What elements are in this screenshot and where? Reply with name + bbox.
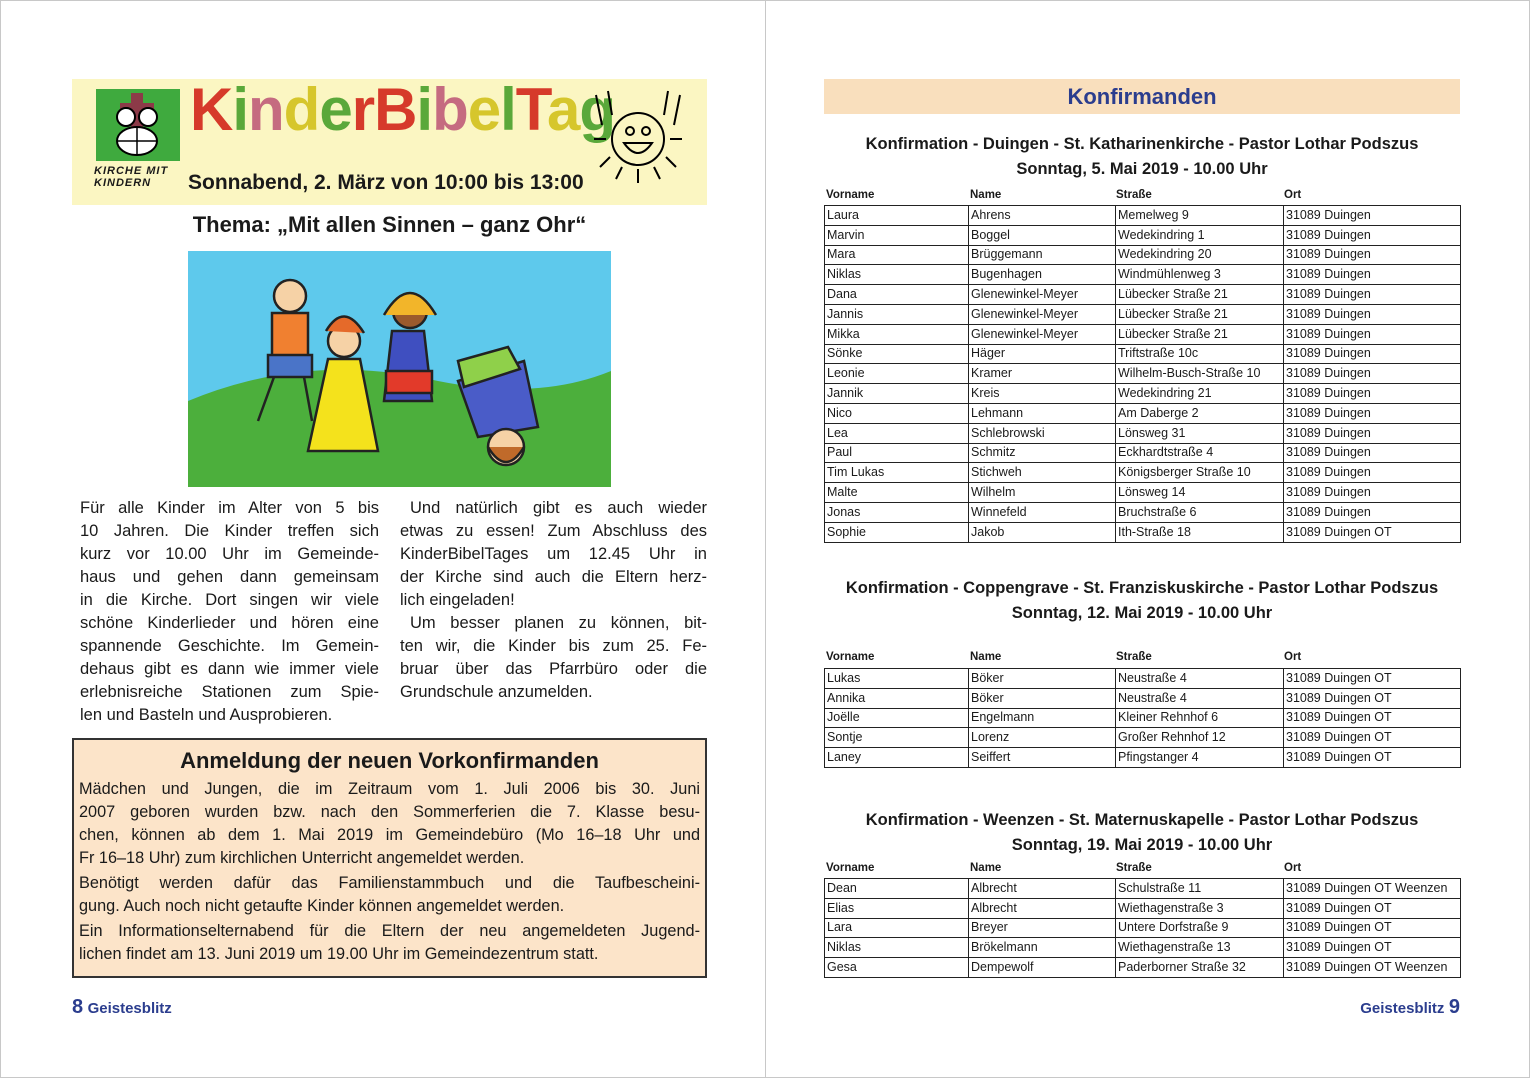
table-cell: Kleiner Rehnhof 6 <box>1116 708 1284 728</box>
table-cell: Großer Rehnhof 12 <box>1116 728 1284 748</box>
table-row <box>825 245 1461 265</box>
event-date: Sonnabend, 2. März von 10:00 bis 13:00 <box>188 171 584 194</box>
table-row <box>825 898 1461 918</box>
smiling-sun-icon <box>592 85 684 185</box>
confirmands-table <box>824 878 1461 978</box>
table-cell: 31089 Duingen OT Weenzen <box>1284 958 1461 978</box>
text-line: Grundschule anzumelden. <box>400 683 593 701</box>
table-cell: 31089 Duingen <box>1284 265 1461 285</box>
table-cell: Lübecker Straße 21 <box>1116 285 1284 305</box>
table-row <box>825 879 1461 899</box>
table-cell: Lea <box>825 423 969 443</box>
column-header: Straße <box>1116 862 1152 874</box>
column-header: Straße <box>1116 189 1152 201</box>
table-cell: Glenewinkel-Meyer <box>969 324 1116 344</box>
title-letter: g <box>579 76 616 143</box>
page-number: 8 <box>72 996 84 1018</box>
table-row <box>825 304 1461 324</box>
paragraph <box>79 778 700 870</box>
table-cell: 31089 Duingen <box>1284 304 1461 324</box>
text-line: 10 Jahren. Die Kinder treffen sich <box>80 522 379 540</box>
table-cell: Dempewolf <box>969 958 1116 978</box>
table-cell: Neustraße 4 <box>1116 688 1284 708</box>
table-cell: 31089 Duingen OT <box>1284 688 1461 708</box>
intro-text-column-2 <box>400 497 707 704</box>
table-cell: 31089 Duingen <box>1284 324 1461 344</box>
table-cell: Breyer <box>969 918 1116 938</box>
box-title: Anmeldung der neuen Vorkonfirmanden <box>180 748 599 773</box>
column-header: Ort <box>1284 862 1302 874</box>
table-cell: Brökelmann <box>969 938 1116 958</box>
table-cell: Schulstraße 11 <box>1116 879 1284 899</box>
section-date: Sonntag, 12. Mai 2019 - 10.00 Uhr <box>1011 604 1273 622</box>
table-row <box>825 748 1461 768</box>
table-cell: Wedekindring 20 <box>1116 245 1284 265</box>
table-row <box>825 324 1461 344</box>
confirmands-table <box>824 668 1461 768</box>
table-cell: Sophie <box>825 522 969 542</box>
title-letter: b <box>432 76 468 143</box>
table-cell: Windmühlenweg 3 <box>1116 265 1284 285</box>
table-cell: Wilhelm-Busch-Straße 10 <box>1116 364 1284 384</box>
section-date: Sonntag, 19. Mai 2019 - 10.00 Uhr <box>1011 836 1273 854</box>
text-line: schöne Kinderlieder und hören eine <box>80 614 379 632</box>
table-cell: Ahrens <box>969 206 1116 226</box>
table-cell: 31089 Duingen <box>1284 384 1461 404</box>
column-header: Name <box>970 651 1002 663</box>
text-line: etwas zu essen! Zum Abschluss des <box>400 522 707 540</box>
column-header: Ort <box>1284 651 1302 663</box>
column-header: Name <box>970 862 1002 874</box>
table-cell: Marvin <box>825 225 969 245</box>
table-header <box>826 651 1460 665</box>
table-cell: Paderborner Straße 32 <box>1116 958 1284 978</box>
column-header: Ort <box>1284 189 1302 201</box>
table-header <box>826 189 1460 203</box>
text-line: KinderBibelTages um 12.45 Uhr in <box>400 545 707 563</box>
table-cell: Lukas <box>825 669 969 689</box>
table-row <box>825 688 1461 708</box>
table-cell: Kramer <box>969 364 1116 384</box>
table-row <box>825 463 1461 483</box>
table-cell: Böker <box>969 688 1116 708</box>
table-cell: Memelweg 9 <box>1116 206 1284 226</box>
table-row <box>825 502 1461 522</box>
table-cell: Albrecht <box>969 879 1116 899</box>
table-cell: Königsberger Straße 10 <box>1116 463 1284 483</box>
table-cell: Lönsweg 14 <box>1116 483 1284 503</box>
table-cell: Mikka <box>825 324 969 344</box>
table-cell: 31089 Duingen <box>1284 364 1461 384</box>
table-cell: Eckhardtstraße 4 <box>1116 443 1284 463</box>
table-cell: 31089 Duingen OT Weenzen <box>1284 879 1461 899</box>
table-cell: Sönke <box>825 344 969 364</box>
table-cell: 31089 Duingen <box>1284 423 1461 443</box>
table-row <box>825 522 1461 542</box>
page-title: Konfirmanden <box>824 79 1460 114</box>
title-letter: T <box>515 76 547 143</box>
table-cell: Winnefeld <box>969 502 1116 522</box>
table-cell: 31089 Duingen <box>1284 463 1461 483</box>
text-line: Und natürlich gibt es auch wieder <box>410 499 707 517</box>
table-cell: Mara <box>825 245 969 265</box>
table-cell: 31089 Duingen OT <box>1284 938 1461 958</box>
table-cell: 31089 Duingen <box>1284 483 1461 503</box>
title-letter: e <box>319 76 352 143</box>
magazine-name: Geistesblitz <box>87 1000 172 1017</box>
table-row <box>825 384 1461 404</box>
table-cell: Nico <box>825 403 969 423</box>
column-header: Name <box>970 189 1002 201</box>
table-row <box>825 206 1461 226</box>
table-cell: Paul <box>825 443 969 463</box>
table-cell: Sontje <box>825 728 969 748</box>
table-row <box>825 403 1461 423</box>
table-row <box>825 669 1461 689</box>
table-cell: 31089 Duingen <box>1284 443 1461 463</box>
box-body <box>79 778 700 968</box>
right-page-footer <box>1360 996 1460 1019</box>
table-cell: Annika <box>825 688 969 708</box>
table-cell: Wilhelm <box>969 483 1116 503</box>
table-cell: Lara <box>825 918 969 938</box>
table-cell: Stichweh <box>969 463 1116 483</box>
table-cell: Elias <box>825 898 969 918</box>
table-cell: Schlebrowski <box>969 423 1116 443</box>
confirmands-table <box>824 205 1461 543</box>
table-row <box>825 265 1461 285</box>
table-cell: Laney <box>825 748 969 768</box>
table-cell: Jakob <box>969 522 1116 542</box>
table-cell: Lönsweg 31 <box>1116 423 1284 443</box>
table-cell: Gesa <box>825 958 969 978</box>
table-cell: Schmitz <box>969 443 1116 463</box>
table-cell: 31089 Duingen <box>1284 502 1461 522</box>
table-cell: 31089 Duingen OT <box>1284 728 1461 748</box>
table-cell: Pfingstanger 4 <box>1116 748 1284 768</box>
table-cell: 31089 Duingen OT <box>1284 522 1461 542</box>
table-cell: Bugenhagen <box>969 265 1116 285</box>
text-line: der Kirche sind auch die Eltern herz- <box>400 568 707 586</box>
paragraph <box>79 920 700 966</box>
table-row <box>825 708 1461 728</box>
table-cell: Ith-Straße 18 <box>1116 522 1284 542</box>
title-letter: i <box>232 76 249 143</box>
kinderbibeltag-title <box>190 75 615 144</box>
text-line: Für alle Kinder im Alter von 5 bis <box>80 499 379 517</box>
table-row <box>825 443 1461 463</box>
table-cell: Untere Dorfstraße 9 <box>1116 918 1284 938</box>
table-cell: Niklas <box>825 938 969 958</box>
paragraph <box>400 497 707 612</box>
children-playing-illustration <box>188 251 611 487</box>
text-line: Fr 16–18 Uhr) zum kirchlichen Unterricht angemeldet werden. <box>79 849 525 867</box>
table-cell: Lübecker Straße 21 <box>1116 304 1284 324</box>
vorkonfirmanden-registration-box <box>72 738 707 978</box>
table-cell: Brüggemann <box>969 245 1116 265</box>
table-cell: Wiethagenstraße 13 <box>1116 938 1284 958</box>
title-letter: K <box>190 76 233 143</box>
logo-text: KIRCHE MIT KINDERN <box>94 165 169 189</box>
table-row <box>825 918 1461 938</box>
table-cell: Lehmann <box>969 403 1116 423</box>
text-line: chen, können ab dem 1. Mai 2019 im Gemeindebüro (Mo 16–18 Uhr und <box>79 826 700 844</box>
table-header <box>826 862 1460 876</box>
table-cell: 31089 Duingen OT <box>1284 669 1461 689</box>
page-number: 9 <box>1448 996 1460 1018</box>
paragraph <box>79 872 700 918</box>
text-line: kurz vor 10.00 Uhr im Gemeinde- <box>80 545 379 563</box>
paragraph <box>400 612 707 704</box>
text-line: ten wir, die Kinder bis zum 25. Fe- <box>400 637 707 655</box>
table-cell: 31089 Duingen <box>1284 285 1461 305</box>
table-cell: Joëlle <box>825 708 969 728</box>
left-page-footer <box>72 996 172 1019</box>
title-letter: r <box>351 76 375 143</box>
text-line: Ein Informationselternabend für die Eltern der neu angemeldeten Jugend- <box>79 922 700 940</box>
title-letter: e <box>467 76 501 143</box>
column-header: Straße <box>1116 651 1152 663</box>
text-line: 2007 geboren wurden bzw. nach den Sommerferien die 7. Klasse besu- <box>79 803 700 821</box>
text-line: gung. Auch noch nicht getaufte Kinder können angemeldet werden. <box>79 897 565 915</box>
kinderbibeltag-banner <box>72 76 707 205</box>
table-cell: Jannis <box>825 304 969 324</box>
text-line: lich eingeladen! <box>400 591 515 609</box>
text-line: dehaus gibt es dann wie immer viele <box>80 660 379 678</box>
text-line: lichen findet am 13. Juni 2019 um 19.00 Uhr im Gemeindezentrum statt. <box>79 945 599 963</box>
table-row <box>825 344 1461 364</box>
table-cell: Wedekindring 21 <box>1116 384 1284 404</box>
table-cell: Dean <box>825 879 969 899</box>
table-cell: Böker <box>969 669 1116 689</box>
table-row <box>825 728 1461 748</box>
table-cell: Lübecker Straße 21 <box>1116 324 1284 344</box>
title-letter: i <box>416 76 433 143</box>
table-cell: Wedekindring 1 <box>1116 225 1284 245</box>
table-cell: 31089 Duingen OT <box>1284 918 1461 938</box>
kirche-mit-kindern-logo <box>96 89 180 161</box>
table-cell: Lorenz <box>969 728 1116 748</box>
text-line: bruar über das Pfarrbüro oder die <box>400 660 707 678</box>
column-header: Vorname <box>826 862 875 874</box>
table-cell: Kreis <box>969 384 1116 404</box>
table-cell: 31089 Duingen <box>1284 344 1461 364</box>
text-line: erlebnisreiche Stationen zum Spie- <box>80 683 379 701</box>
table-cell: 31089 Duingen <box>1284 245 1461 265</box>
table-row <box>825 225 1461 245</box>
table-cell: Neustraße 4 <box>1116 669 1284 689</box>
table-cell: Wiethagenstraße 3 <box>1116 898 1284 918</box>
table-row <box>825 285 1461 305</box>
table-cell: Glenewinkel-Meyer <box>969 304 1116 324</box>
table-cell: Tim Lukas <box>825 463 969 483</box>
section-heading: Konfirmation - Weenzen - St. Maternuskapelle - Pastor Lothar Podszus <box>865 811 1419 829</box>
table-row <box>825 364 1461 384</box>
text-line: in die Kirche. Dort singen wir viele <box>80 591 379 609</box>
table-cell: Häger <box>969 344 1116 364</box>
text-line: spannende Geschichte. Im Gemein- <box>80 637 379 655</box>
text-line: haus und gehen dann gemeinsam <box>80 568 379 586</box>
table-cell: Boggel <box>969 225 1116 245</box>
title-letter: l <box>500 76 516 143</box>
table-cell: Bruchstraße 6 <box>1116 502 1284 522</box>
text-line: Benötigt werden dafür das Familienstammbuch und die Taufbescheini- <box>79 874 700 892</box>
table-cell: 31089 Duingen OT <box>1284 708 1461 728</box>
paragraph <box>80 497 379 727</box>
table-cell: 31089 Duingen <box>1284 206 1461 226</box>
text-line: Mädchen und Jungen, die im Zeitraum vom 1. Juli 2006 bis 30. Juni <box>79 780 700 798</box>
text-line: len und Basteln und Ausprobieren. <box>80 706 333 724</box>
table-cell: Am Daberge 2 <box>1116 403 1284 423</box>
table-cell: Niklas <box>825 265 969 285</box>
table-row <box>825 423 1461 443</box>
table-cell: Albrecht <box>969 898 1116 918</box>
text-line: Um besser planen zu können, bit- <box>410 614 707 632</box>
table-cell: Leonie <box>825 364 969 384</box>
title-letter: B <box>374 76 417 143</box>
column-header: Vorname <box>826 189 875 201</box>
table-cell: 31089 Duingen <box>1284 225 1461 245</box>
table-cell: Laura <box>825 206 969 226</box>
table-row <box>825 938 1461 958</box>
table-cell: Jannik <box>825 384 969 404</box>
table-cell: Seiffert <box>969 748 1116 768</box>
table-row <box>825 483 1461 503</box>
table-cell: Glenewinkel-Meyer <box>969 285 1116 305</box>
table-cell: 31089 Duingen <box>1284 403 1461 423</box>
table-cell: Triftstraße 10c <box>1116 344 1284 364</box>
section-heading: Konfirmation - Coppengrave - St. Franziskuskirche - Pastor Lothar Podszus <box>845 579 1439 597</box>
title-letter: n <box>248 76 284 143</box>
title-letter: d <box>283 76 320 143</box>
magazine-name: Geistesblitz <box>1360 1000 1445 1017</box>
intro-text-column-1 <box>80 497 379 727</box>
table-cell: Malte <box>825 483 969 503</box>
table-cell: Jonas <box>825 502 969 522</box>
table-cell: Dana <box>825 285 969 305</box>
section-heading: Konfirmation - Duingen - St. Katharinenkirche - Pastor Lothar Podszus <box>865 135 1419 153</box>
table-row <box>825 958 1461 978</box>
theme-heading: Thema: „Mit allen Sinnen – ganz Ohr“ <box>192 212 587 237</box>
table-cell: 31089 Duingen OT <box>1284 748 1461 768</box>
title-letter: a <box>546 76 580 143</box>
section-date: Sonntag, 5. Mai 2019 - 10.00 Uhr <box>1016 160 1268 178</box>
table-cell: 31089 Duingen OT <box>1284 898 1461 918</box>
table-cell: Engelmann <box>969 708 1116 728</box>
column-header: Vorname <box>826 651 875 663</box>
